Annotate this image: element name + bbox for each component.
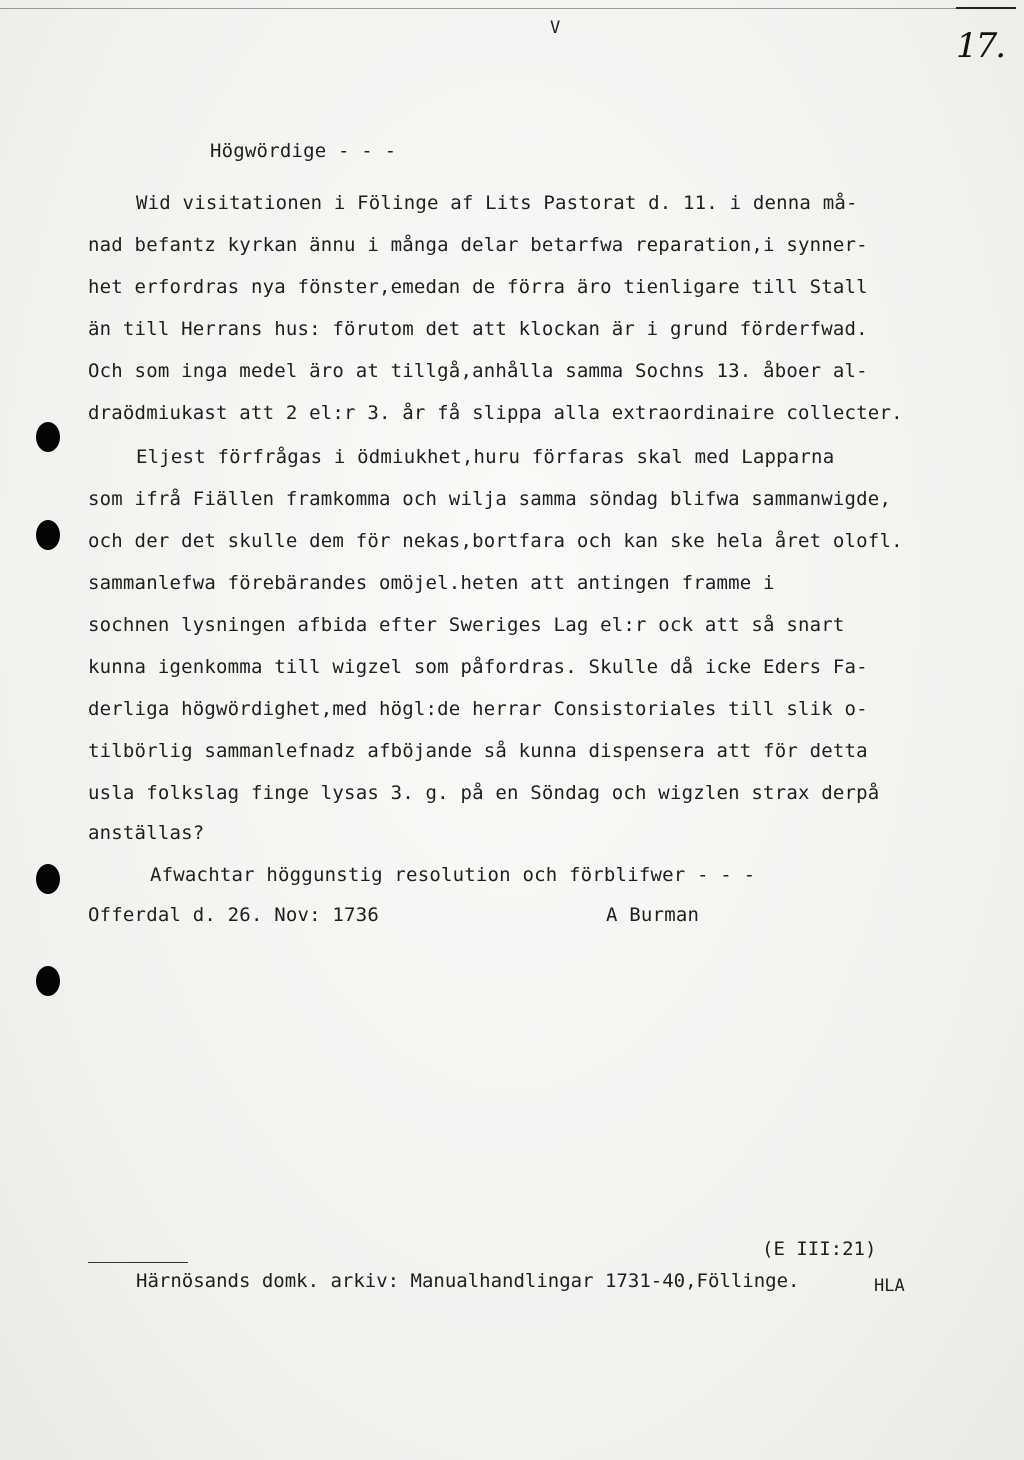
letter-line: och der det skulle dem för nekas,bortfara och kan ske hela året olofl.: [88, 530, 903, 552]
letter-line: än till Herrans hus: förutom det att klockan är i grund förderfwad.: [88, 318, 868, 340]
footer-rule: [88, 1262, 188, 1263]
letter-line: kunna igenkomma till wigzel som påfordras. Skulle då icke Eders Fa-: [88, 656, 868, 678]
letter-line: het erfordras nya fönster,emedan de förra äro tienligare till Stall: [88, 276, 868, 298]
punch-hole: [36, 520, 60, 550]
corner-mark-line: [956, 7, 1016, 9]
page-mark: V: [550, 18, 561, 38]
place-date: Offerdal d. 26. Nov: 1736: [88, 904, 379, 926]
punch-hole: [36, 864, 60, 894]
letter-line: anställas?: [88, 822, 205, 844]
salutation: Högwördige - - -: [210, 140, 397, 162]
letter-line: Och som inga medel äro at tillgå,anhålla samma Sochns 13. åboer al-: [88, 360, 868, 382]
archive-stamp: HLA: [874, 1276, 905, 1296]
letter-line: nad befantz kyrkan ännu i många delar betarfwa reparation,i synner-: [88, 234, 868, 256]
letter-line: sammanlefwa förebärandes omöjel.heten att antingen framme i: [88, 572, 775, 594]
closing-line: Afwachtar höggunstig resolution och förblifwer - - -: [150, 864, 756, 886]
letter-line: draödmiukast att 2 el:r 3. år få slippa alla extraordinaire collecter.: [88, 402, 903, 424]
letter-line: Wid visitationen i Fölinge af Lits Pastorat d. 11. i denna må-: [136, 192, 858, 214]
punch-hole: [36, 966, 60, 996]
punch-hole: [36, 422, 60, 452]
top-border-line: [0, 8, 1010, 9]
letter-line: tilbörlig sammanlefnadz afböjande så kunna dispensera att för detta: [88, 740, 868, 762]
letter-line: usla folkslag finge lysas 3. g. på en Söndag och wigzlen strax derpå: [88, 782, 880, 804]
archive-reference: (E III:21): [762, 1238, 877, 1260]
letter-line: derliga högwördighet,med högl:de herrar Consistoriales till slik o-: [88, 698, 868, 720]
signature: A Burman: [606, 904, 700, 926]
letter-line: Eljest förfrågas i ödmiukhet,huru förfaras skal med Lapparna: [136, 446, 835, 468]
letter-line: som ifrå Fiällen framkomma och wilja samma söndag blifwa sammanwigde,: [88, 488, 892, 510]
letter-line: sochnen lysningen afbida efter Sweriges Lag el:r ock att så snart: [88, 614, 845, 636]
archive-source: Härnösands domk. arkiv: Manualhandlingar 1731-40,Föllinge.: [136, 1270, 800, 1292]
folio-number: 17.: [956, 26, 1005, 66]
